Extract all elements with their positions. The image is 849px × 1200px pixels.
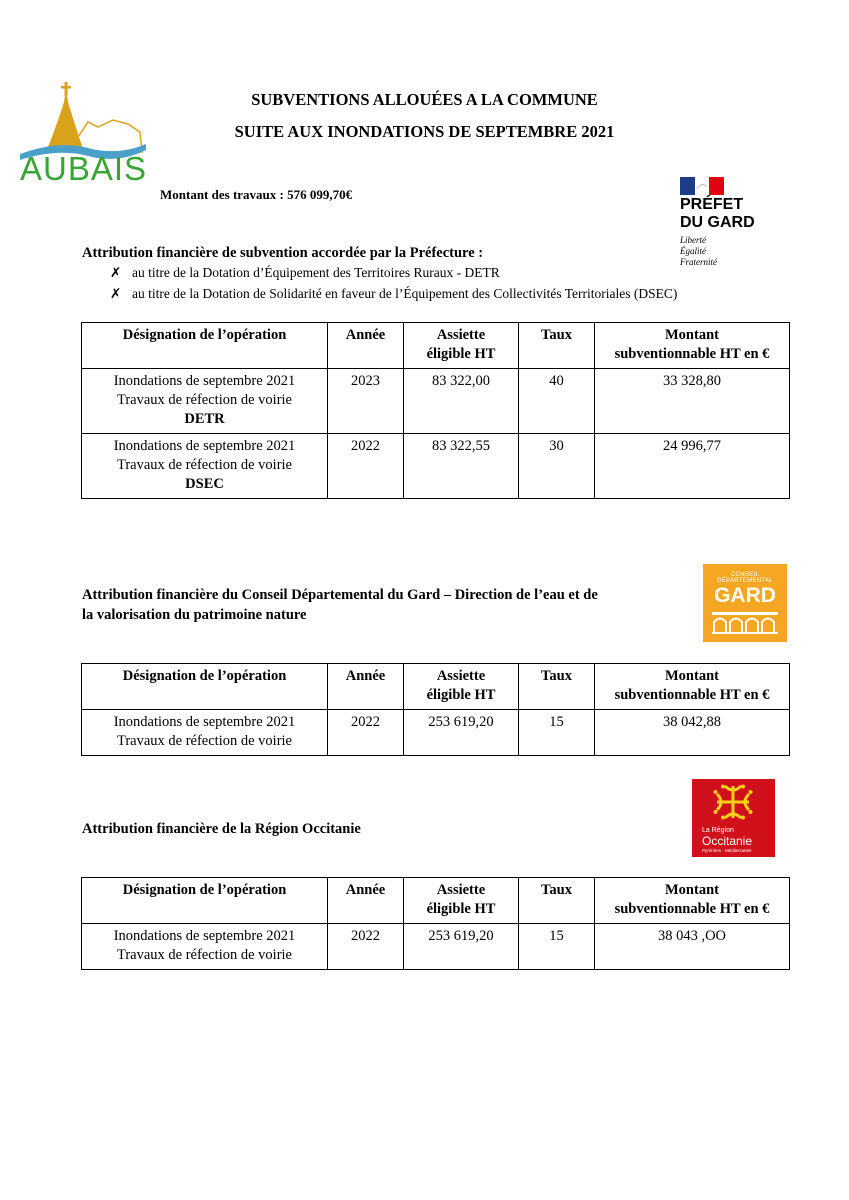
pont-du-gard-icon bbox=[712, 612, 778, 634]
cell-designation: Inondations de septembre 2021 Travaux de réfection de voirie DSEC bbox=[82, 434, 328, 499]
conseil-departemental-gard-logo bbox=[703, 564, 787, 642]
col-designation: Désignation de l’opération bbox=[82, 664, 328, 710]
prefet-motto-egalite: Égalité bbox=[680, 246, 706, 256]
departement-table bbox=[81, 663, 790, 756]
table-row bbox=[82, 924, 790, 970]
table-row bbox=[82, 434, 790, 499]
cell-taux: 30 bbox=[519, 434, 595, 499]
cell-assiette: 83 322,55 bbox=[404, 434, 519, 499]
bullet-text: au titre de la Dotation de Solidarité en faveur de l’Équipement des Collectivités Territoriales (DSEC) bbox=[132, 286, 678, 301]
cell-annee: 2022 bbox=[328, 924, 404, 970]
section1-bullet-dsec bbox=[110, 286, 677, 302]
col-taux: Taux bbox=[519, 323, 595, 369]
region-table bbox=[81, 877, 790, 970]
prefet-line2: DU GARD bbox=[680, 214, 755, 231]
col-designation: Désignation de l’opération bbox=[82, 323, 328, 369]
cell-designation: Inondations de septembre 2021 Travaux de réfection de voirie bbox=[82, 924, 328, 970]
col-assiette: Assiette éligible HT bbox=[404, 664, 519, 710]
page-title-line2: SUITE AUX INONDATIONS DE SEPTEMBRE 2021 bbox=[234, 122, 615, 141]
cell-taux: 15 bbox=[519, 924, 595, 970]
col-annee: Année bbox=[328, 878, 404, 924]
prefet-motto-liberte: Liberté bbox=[680, 235, 706, 245]
cross-mark-icon: ✗ bbox=[110, 265, 122, 280]
region-occitanie-logo bbox=[692, 779, 775, 857]
cell-montant: 33 328,80 bbox=[595, 369, 790, 434]
french-flag-icon bbox=[680, 177, 724, 195]
cell-taux: 15 bbox=[519, 710, 595, 756]
cell-assiette: 83 322,00 bbox=[404, 369, 519, 434]
occitanie-line1: La Région bbox=[702, 827, 734, 834]
section1-title: Attribution financière de subvention accordée par la Préfecture : bbox=[82, 245, 484, 261]
table-row bbox=[82, 369, 790, 434]
table-header-row bbox=[82, 323, 790, 369]
cell-annee: 2022 bbox=[328, 434, 404, 499]
cell-assiette: 253 619,20 bbox=[404, 710, 519, 756]
col-taux: Taux bbox=[519, 878, 595, 924]
table-header-row bbox=[82, 664, 790, 710]
col-montant: Montant subventionnable HT en € bbox=[595, 664, 790, 710]
section1-bullet-detr bbox=[110, 265, 500, 281]
cell-montant: 38 042,88 bbox=[595, 710, 790, 756]
cell-designation: Inondations de septembre 2021 Travaux de réfection de voirie DETR bbox=[82, 369, 328, 434]
cell-designation: Inondations de septembre 2021 Travaux de réfection de voirie bbox=[82, 710, 328, 756]
prefet-du-gard-logo bbox=[676, 174, 776, 274]
section2-title-line1: Attribution financière du Conseil Départemental du Gard – Direction de l’eau et de bbox=[82, 587, 598, 603]
col-montant: Montant subventionnable HT en € bbox=[595, 323, 790, 369]
gard-logo-text: GARD bbox=[714, 584, 776, 607]
cell-montant: 38 043 ,OO bbox=[595, 924, 790, 970]
aubais-logo bbox=[18, 82, 148, 192]
aubais-logo-text: AUBAIS bbox=[20, 150, 148, 187]
cross-mark-icon: ✗ bbox=[110, 286, 122, 301]
prefet-line1: PRÉFET bbox=[680, 196, 744, 213]
col-annee: Année bbox=[328, 664, 404, 710]
cell-assiette: 253 619,20 bbox=[404, 924, 519, 970]
col-assiette: Assiette éligible HT bbox=[404, 878, 519, 924]
page-title-line1: SUBVENTIONS ALLOUÉES A LA COMMUNE bbox=[251, 90, 598, 109]
cell-montant: 24 996,77 bbox=[595, 434, 790, 499]
occitanie-line3: Pyrénées · Méditerranée bbox=[702, 848, 752, 853]
gard-logo-caption: CONSEIL DÉPARTEMENTAL bbox=[717, 572, 773, 584]
occitan-cross-icon bbox=[713, 784, 753, 820]
col-montant: Montant subventionnable HT en € bbox=[595, 878, 790, 924]
cell-annee: 2022 bbox=[328, 710, 404, 756]
section2-title-line2: la valorisation du patrimoine nature bbox=[82, 607, 307, 623]
total-amount: Montant des travaux : 576 099,70€ bbox=[160, 187, 353, 202]
cell-annee: 2023 bbox=[328, 369, 404, 434]
col-assiette: Assiette éligible HT bbox=[404, 323, 519, 369]
col-annee: Année bbox=[328, 323, 404, 369]
table-row bbox=[82, 710, 790, 756]
section3-title: Attribution financière de la Région Occitanie bbox=[82, 821, 361, 837]
bullet-text: au titre de la Dotation d’Équipement des Territoires Ruraux - DETR bbox=[132, 265, 500, 280]
col-taux: Taux bbox=[519, 664, 595, 710]
prefecture-table bbox=[81, 322, 790, 499]
table-header-row bbox=[82, 878, 790, 924]
cell-taux: 40 bbox=[519, 369, 595, 434]
prefet-motto-fraternite: Fraternité bbox=[680, 257, 717, 267]
col-designation: Désignation de l’opération bbox=[82, 878, 328, 924]
occitanie-line2: Occitanie bbox=[702, 834, 753, 848]
